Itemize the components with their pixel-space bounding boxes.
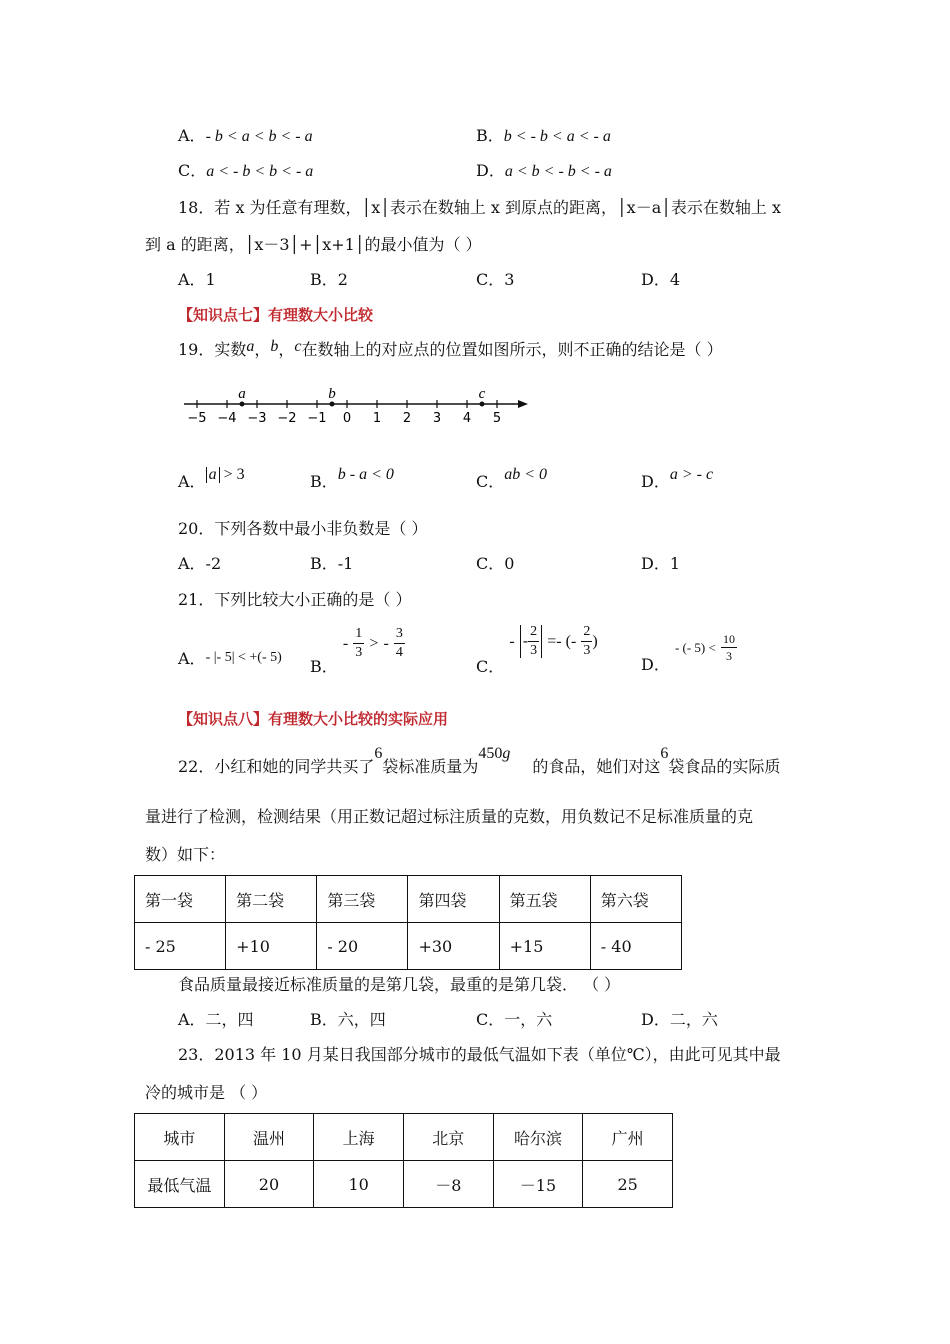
q23-stem-line1: 23．2013 年 10 月某日我国部分城市的最低气温如下表（单位℃），由此可见其中最 — [178, 1045, 781, 1064]
axis-tick-label: −3 — [247, 411, 267, 426]
table-cell: 第四袋 — [408, 876, 499, 923]
number-line — [180, 380, 540, 430]
numerator: 3 — [394, 627, 405, 644]
fraction-two-thirds — [528, 625, 539, 658]
point-label-a: a — [238, 386, 246, 402]
abs-value-bars: - $\frac{2}{3}$ — [520, 625, 542, 658]
section-heading-8: 【知识点八】有理数大小比较的实际应用 — [178, 710, 449, 728]
option-label: A． — [178, 649, 206, 668]
q21-stem: 21．下列比较大小正确的是（ ） — [178, 590, 412, 609]
table-cell: 北京 — [403, 1114, 493, 1161]
q17-c-expr: a < - b < b < - a — [206, 163, 314, 180]
axis-tick-label: −1 — [307, 411, 327, 426]
q18-stem-line1: 18．若 x 为任意有理数，│x│表示在数轴上 x 到原点的距离，│x－a│表示在数轴上 x — [178, 198, 781, 217]
table-cell: 10 — [314, 1161, 404, 1208]
axis-tick-label: 4 — [462, 411, 472, 426]
fraction-one-third — [353, 627, 364, 660]
table-cell: - 20 — [317, 923, 408, 970]
q22-text: 的食品，她们对这 — [532, 757, 661, 776]
separator: ， — [254, 340, 271, 359]
q17-option-d — [476, 163, 612, 180]
axis-tick-label: 5 — [492, 411, 502, 426]
table-cell: 广州 — [583, 1114, 673, 1161]
q19-option-c — [476, 466, 548, 491]
table-cell: 上海 — [314, 1114, 404, 1161]
axis-arrow — [518, 400, 528, 408]
numerator: 10 — [722, 632, 735, 646]
q19-option-a — [178, 466, 245, 491]
table-cell: 温州 — [224, 1114, 314, 1161]
q22-stem-line3: 数）如下： — [145, 845, 226, 864]
table-cell: 第一袋 — [135, 876, 226, 923]
table-cell: 25 — [583, 1161, 673, 1208]
axis-tick-label: −4 — [217, 411, 237, 426]
point-b — [330, 402, 335, 407]
var-c: c — [294, 338, 302, 355]
option-label: D． — [641, 655, 670, 674]
denominator: 3 — [583, 643, 591, 658]
q22-option-c: C．一，六 — [476, 1010, 553, 1029]
q20-option-b: B．-1 — [310, 554, 354, 573]
table-header-row — [135, 1114, 673, 1161]
table-cell: 20 — [224, 1161, 314, 1208]
table-header-row — [135, 876, 682, 923]
fraction-ten-thirds — [721, 633, 737, 662]
option-label: B． — [310, 472, 338, 491]
separator: ， — [278, 340, 295, 359]
q22-text: 袋标准质量为 — [382, 757, 479, 776]
q22-question: 食品质量最接近标准质量的是第几袋，最重的是第几袋． （ ） — [178, 975, 621, 994]
q19-prefix: 19．实数 — [178, 340, 247, 359]
q22-stem-line2: 量进行了检测，检测结果（用正数记超过标注质量的克数，用负数记不足标准质量的克 — [145, 807, 754, 826]
option-label: C． — [476, 472, 505, 491]
table-cell: 哈尔滨 — [493, 1114, 583, 1161]
point-c — [480, 402, 485, 407]
var-a: a — [246, 338, 255, 355]
fraction-three-quarters — [394, 627, 405, 660]
q22-stem-line1 — [178, 745, 781, 776]
equals-expr: =- (- — [547, 633, 577, 650]
denominator: 4 — [395, 645, 403, 660]
q20-option-c: C．0 — [476, 554, 515, 573]
q21-option-c — [476, 624, 598, 676]
q17-option-a — [178, 128, 313, 145]
table-cell: 城市 — [135, 1114, 225, 1161]
q21-a-expr: - |- 5| < +(- 5) — [205, 650, 282, 665]
q17-d-expr: a < b < - b < - a — [504, 163, 612, 180]
table-cell: 第二袋 — [226, 876, 317, 923]
numerator: 1 — [353, 627, 364, 644]
option-label: D． — [641, 472, 670, 491]
table-cell: －15 — [493, 1161, 583, 1208]
q18-stem-line2: 到 a 的距离，│x－3│+│x+1│的最小值为（ ） — [145, 235, 482, 254]
q22-option-b: B．六，四 — [310, 1010, 386, 1029]
point-label-c: c — [478, 386, 486, 402]
mass-unit: g — [502, 745, 511, 762]
num-six: 6 — [374, 745, 383, 762]
q22-option-d: D．二，六 — [641, 1010, 718, 1029]
axis-tick-label: 0 — [342, 411, 352, 426]
option-label: C． — [178, 161, 207, 180]
q18-option-a: A．1 — [178, 270, 216, 289]
table-cell: 第六袋 — [590, 876, 681, 923]
point-a — [240, 402, 245, 407]
fraction-two-thirds — [581, 625, 592, 658]
axis-tick-label: −5 — [187, 411, 207, 426]
minus-sign: - — [509, 633, 515, 650]
q19-d-expr: a > - c — [669, 466, 714, 483]
q20-option-d: D．1 — [641, 554, 681, 573]
option-label: D． — [476, 161, 505, 180]
table-cell: +15 — [499, 923, 590, 970]
minus-sign: - — [383, 635, 389, 652]
q18-option-d: D．4 — [641, 270, 681, 289]
axis-tick-label: 1 — [372, 411, 382, 426]
q22-text: 22．小红和她的同学共买了 — [178, 757, 375, 776]
q18-option-c: C．3 — [476, 270, 515, 289]
q17-a-expr: - b < a < b < - a — [205, 128, 313, 145]
q21-option-a — [178, 651, 282, 668]
option-label: B． — [476, 126, 504, 145]
minus-sign: - — [342, 635, 349, 652]
mass-value: 450 — [478, 745, 503, 762]
q19-stem — [178, 338, 723, 359]
table-cell: 第五袋 — [499, 876, 590, 923]
q19-option-b — [310, 466, 394, 491]
axis-tick-label: 3 — [432, 411, 442, 426]
num-six: 6 — [660, 745, 669, 762]
table-row — [135, 1161, 673, 1208]
numerator: 2 — [581, 625, 592, 642]
option-label: A． — [178, 472, 206, 491]
q20-stem: 20．下列各数中最小非负数是（ ） — [178, 519, 428, 538]
table-cell: - 25 — [135, 923, 226, 970]
q19-a-rest: > 3 — [219, 466, 245, 483]
q19-b-expr: b - a < 0 — [337, 466, 394, 483]
q19-suffix: 在数轴上的对应点的位置如图所示，则不正确的结论是（ ） — [301, 340, 723, 359]
q19-a-abs: a — [206, 467, 220, 483]
q22-text: 袋食品的实际质 — [668, 757, 781, 776]
axis-tick-label: 2 — [402, 411, 412, 426]
q21-d-expr: - (- 5) < — [674, 640, 716, 655]
denominator: 3 — [530, 643, 538, 658]
q22-option-a: A．二，四 — [178, 1010, 254, 1029]
q19-c-expr: ab < 0 — [504, 466, 548, 483]
point-label-b: b — [328, 386, 336, 402]
q21-option-d — [641, 632, 737, 674]
var-b: b — [270, 338, 279, 355]
option-label: C． — [476, 657, 505, 676]
denominator: 3 — [725, 649, 732, 663]
q17-option-c — [178, 163, 313, 180]
table-cell: 最低气温 — [135, 1161, 225, 1208]
q21-option-b — [310, 626, 405, 676]
denominator: 3 — [355, 645, 363, 660]
table-cell: +30 — [408, 923, 499, 970]
q17-b-expr: b < - b < a < - a — [503, 128, 611, 145]
section-heading-7: 【知识点七】有理数大小比较 — [178, 306, 374, 324]
option-label: B． — [310, 657, 338, 676]
q20-option-a: A．-2 — [178, 554, 222, 573]
q23-stem-line2: 冷的城市是 （ ） — [145, 1083, 268, 1102]
axis-tick-label: −2 — [277, 411, 297, 426]
table-cell: 第三袋 — [317, 876, 408, 923]
bag-deviation-table — [134, 875, 682, 970]
greater-than-sign: > — [369, 635, 379, 652]
close-paren: ) — [592, 633, 598, 650]
table-cell: +10 — [226, 923, 317, 970]
table-row — [135, 923, 682, 970]
q19-option-d — [641, 466, 714, 491]
q18-option-b: B．2 — [310, 270, 348, 289]
table-cell: －8 — [403, 1161, 493, 1208]
numerator: 2 — [528, 625, 539, 642]
option-label: A． — [178, 126, 206, 145]
q17-option-b — [476, 128, 611, 145]
table-cell: - 40 — [590, 923, 681, 970]
city-temperature-table — [134, 1113, 673, 1208]
